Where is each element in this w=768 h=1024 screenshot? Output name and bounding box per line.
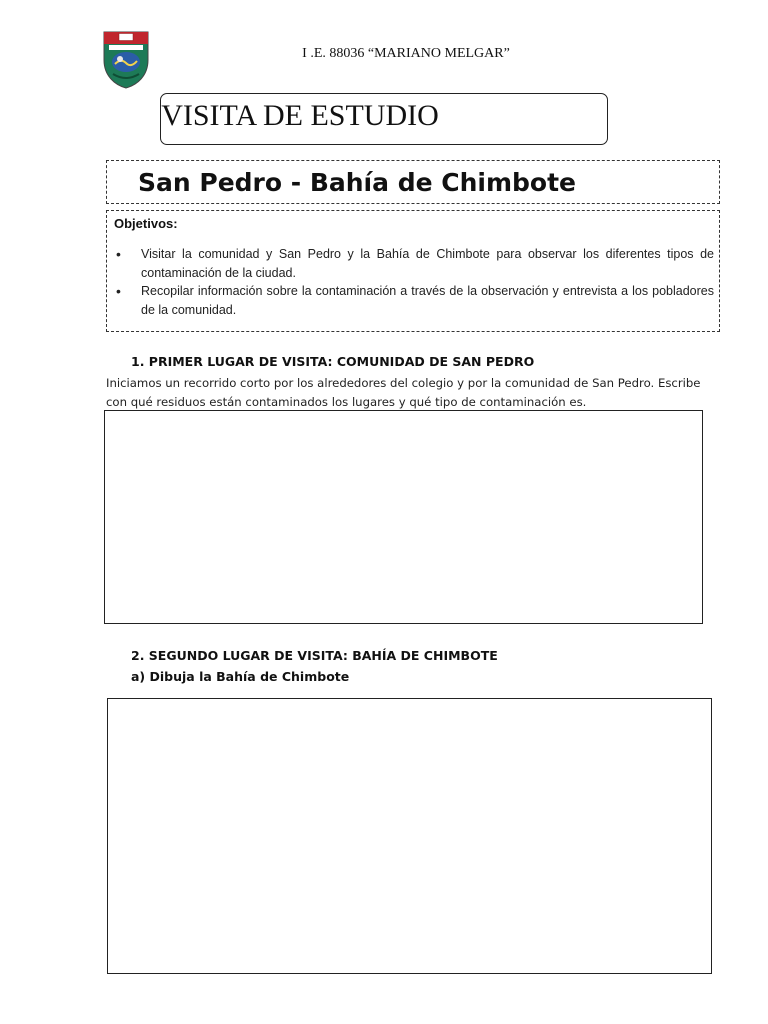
section-2-subtask: a) Dibuja la Bahía de Chimbote (131, 669, 350, 684)
section-1-heading: 1. PRIMER LUGAR DE VISITA: COMUNIDAD DE SAN PEDRO (131, 354, 535, 369)
section-2-drawing-box[interactable] (107, 698, 712, 974)
page-title: VISITA DE ESTUDIO (161, 99, 439, 132)
section-1-instructions: Iniciamos un recorrido corto por los alrededores del colegio y por la comunidad de San Pedro. Escribe con qué residuos están contaminados los lugares y qué tipo de contaminación es. (106, 376, 701, 409)
location-subtitle: San Pedro - Bahía de Chimbote (138, 168, 577, 197)
section-2-heading: 2. SEGUNDO LUGAR DE VISITA: BAHÍA DE CHIMBOTE (131, 648, 498, 663)
objectives-label: Objetivos: (114, 216, 178, 231)
objectives-list (116, 245, 714, 319)
objective-item: • Visitar la comunidad y San Pedro y la Bahía de Chimbote para observar los diferentes tipos de contaminación de la ciudad. (116, 245, 714, 282)
section-1-answer-box[interactable] (104, 410, 703, 624)
school-name: I .E. 88036 “MARIANO MELGAR” (302, 46, 510, 61)
objective-item: • Recopilar información sobre la contaminación a través de la observación y entrevista a los pobladores de la comunidad. (116, 282, 714, 319)
